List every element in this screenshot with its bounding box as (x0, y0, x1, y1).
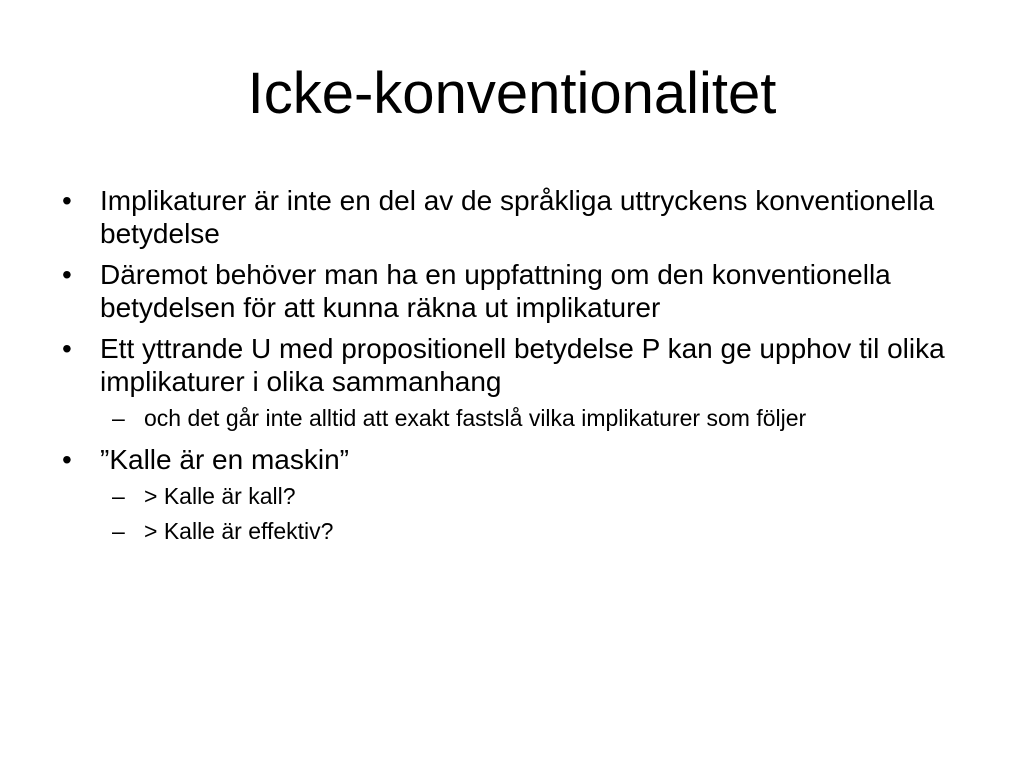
sub-bullet-marker: – (112, 518, 125, 544)
sub-bullet-item (62, 404, 962, 433)
slide-title: Icke-konventionalitet (247, 61, 777, 126)
sub-bullet-text: > Kalle är kall? (144, 483, 296, 509)
sub-bullet-marker: – (112, 405, 125, 431)
bullet-text: ”Kalle är en maskin” (100, 444, 349, 475)
bullet-item (62, 184, 962, 250)
sub-bullet-marker: – (112, 483, 125, 509)
bullet-text: Ett yttrande U med propositionell betydelse P kan ge upphov til olika implikaturer i olika sammanhang (100, 333, 945, 397)
slide-body (62, 184, 962, 554)
bullet-item (62, 332, 962, 398)
bullet-item (62, 443, 962, 476)
bullet-marker: • (62, 333, 72, 364)
bullet-text: Implikaturer är inte en del av de språkliga uttryckens konventionella betydelse (100, 185, 935, 249)
sub-bullet-item (62, 482, 962, 511)
bullet-item (62, 258, 962, 324)
bullet-marker: • (62, 259, 72, 290)
bullet-marker: • (62, 444, 72, 475)
sub-bullet-text: och det går inte alltid att exakt fastslå vilka implikaturer som följer (144, 405, 807, 431)
bullet-text: Däremot behöver man ha en uppfattning om den konventionella betydelsen för att kunna räkna ut implikaturer (100, 259, 891, 323)
bullet-marker: • (62, 185, 72, 216)
sub-bullet-text: > Kalle är effektiv? (144, 518, 334, 544)
sub-bullet-item (62, 517, 962, 546)
